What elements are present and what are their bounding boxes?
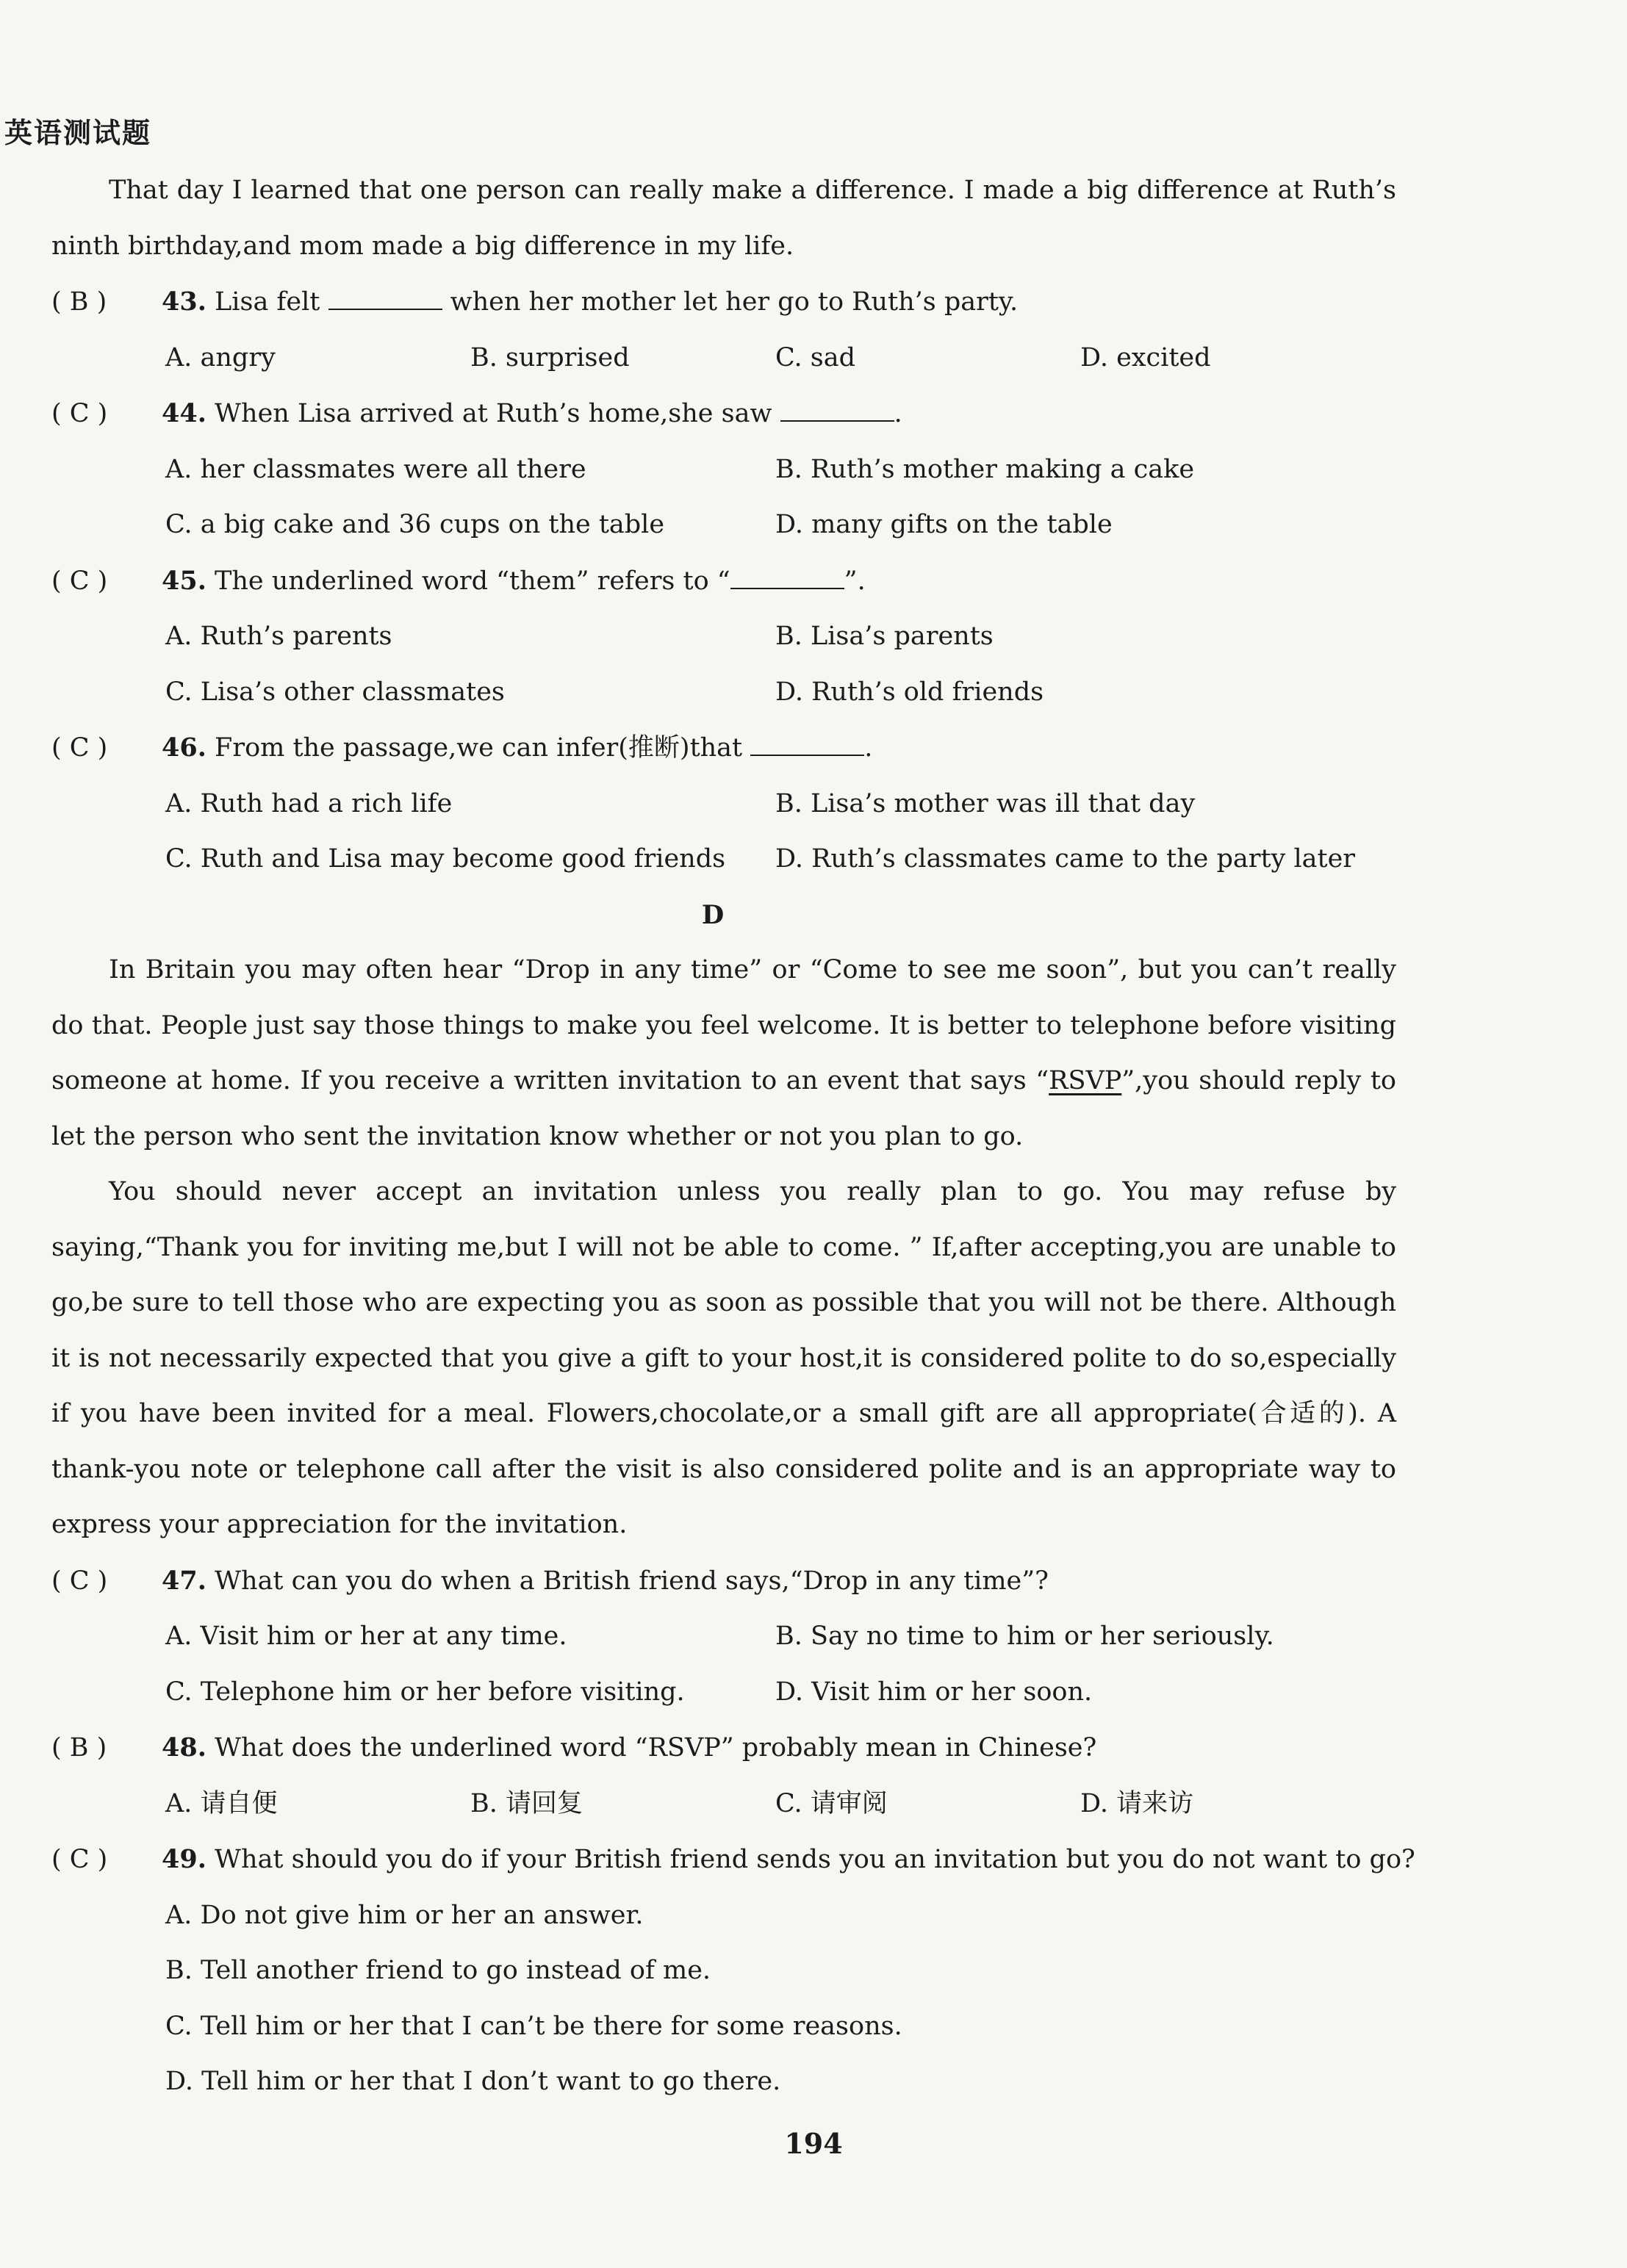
page-number: 194 [784,2127,843,2160]
question-44 [51,386,1396,442]
option-c: C. Tell him or her that I can’t be there for some reasons. [165,2011,902,2041]
answer-mark: ( C ) [51,733,108,763]
question-number: 44. [162,398,206,428]
question-stem-after: . [864,733,873,763]
option-d: D. excited [1080,342,1211,372]
question-stem-before: Lisa felt [215,287,320,317]
option-b: B. Tell another friend to go instead of me. [165,1956,711,1985]
question-stem-before: The underlined word “them” refers to “ [215,566,730,596]
answer-mark: ( B ) [51,287,107,317]
option-a: A. Ruth’s parents [165,622,392,651]
option-a: A. her classmates were all there [165,454,586,484]
question-49-option-d-row [51,2054,1396,2110]
answer-mark: ( B ) [51,1733,107,1763]
question-48-options [51,1776,1396,1832]
option-c: C. Lisa’s other classmates [165,677,505,707]
question-stem-before: From the passage,we can infer(推断)that [215,733,743,763]
option-d: D. many gifts on the table [775,510,1113,539]
question-47 [51,1553,1396,1610]
question-stem-after: . [894,399,902,428]
option-b: B. Say no time to him or her seriously. [775,1621,1274,1651]
question-44-options-row-1 [51,442,1396,498]
page-content [51,163,1415,2110]
question-49-option-a-row [51,1888,1396,1944]
option-c: C. sad [775,342,856,372]
answer-mark: ( C ) [51,399,108,428]
p1-text-before: In Britain you may often hear “Drop in any time” or “Come to see me soon”, but you can’t really do that. People just say those things to make you feel welcome. It is better to telephone before visiting someone at home. If you receive a written invitation to an event that says “ [51,955,1396,1095]
answer-blank [730,567,844,589]
question-46-options-row-1 [51,777,1396,832]
answer-blank [750,734,864,756]
question-stem: What can you do when a British friend says,“Drop in any time”? [215,1566,1049,1596]
option-b: B. Lisa’s mother was ill that day [775,788,1196,818]
question-47-options-row-2 [51,1665,1396,1721]
question-stem-before: When Lisa arrived at Ruth’s home,she saw [215,399,772,428]
answer-mark: ( C ) [51,1566,108,1596]
option-c: C. Ruth and Lisa may become good friends [165,844,726,874]
question-46 [51,720,1396,777]
answer-mark: ( C ) [51,1845,108,1874]
option-b: B. surprised [470,342,630,372]
option-a: A. Do not give him or her an answer. [165,1900,644,1930]
option-a: A. Visit him or her at any time. [165,1621,567,1651]
option-a: A. angry [165,342,276,372]
p1-text-after: ”,you should reply to let the person who sent the invitation know whether or not you plan to go. [51,1066,1397,1151]
answer-blank [780,400,894,422]
question-45-options-row-2 [51,665,1396,721]
question-46-options-row-2 [51,832,1396,888]
section-d-heading: D [701,899,725,930]
passage-d-paragraph-2: You should never accept an invitation unless you really plan to go. You may refuse by saying,“Thank you for inviting me,but I will not be able to come. ” If,after accepting,you are unable to go,be sure to tell those who are expecting you as soon as possible that you will not be there. Although it is not necessarily expected that you give a gift to your host,it is considered polite to do so,especially if you have been invited for a meal. Flowers,chocolate,or a small gift are all appropriate(合适的). A thank-you note or telephone call after the visit is also considered polite and is an appropriate way to express your appreciation for the invitation. [51,1177,1396,1539]
option-d: D. Ruth’s old friends [775,677,1044,707]
answer-mark: ( C ) [51,566,108,596]
option-d: D. 请来访 [1080,1788,1194,1818]
passage-d-paragraph-1 [51,943,1396,1164]
question-stem-after: ”. [844,566,866,596]
option-c: C. 请审阅 [775,1788,888,1818]
question-49 [51,1832,1415,1888]
question-stem: What does the underlined word “RSVP” probably mean in Chinese? [215,1733,1097,1763]
page-header-title: 英语测试题 [4,116,152,149]
option-d: D. Visit him or her soon. [775,1677,1093,1707]
question-43 [51,274,1396,331]
underlined-rsvp: RSVP [1049,1066,1122,1095]
question-49-option-b-row [51,1943,1396,1999]
question-49-option-c-row [51,1999,1396,2055]
question-45-options-row-1 [51,609,1396,665]
question-number: 46. [162,732,206,763]
option-c: C. a big cake and 36 cups on the table [165,510,665,539]
question-number: 45. [162,565,206,596]
question-number: 48. [162,1732,206,1763]
question-stem: What should you do if your British friend sends you an invitation but you do not want to go? [215,1845,1415,1874]
option-c: C. Telephone him or her before visiting. [165,1677,685,1707]
question-stem-after: when her mother let her go to Ruth’s party. [450,287,1019,317]
option-d: D. Ruth’s classmates came to the party later [775,844,1356,874]
option-b: B. Lisa’s parents [775,622,994,651]
question-44-options-row-2 [51,497,1396,553]
option-b: B. 请回复 [470,1788,583,1818]
question-number: 47. [162,1565,206,1596]
question-number: 43. [162,287,206,317]
question-48 [51,1720,1396,1776]
option-d: D. Tell him or her that I don’t want to go there. [165,2067,781,2096]
question-47-options-row-1 [51,1609,1396,1665]
question-43-options [51,331,1396,386]
passage-c-closing-paragraph: That day I learned that one person can really make a difference. I made a big difference at Ruth’s ninth birthday,and mom made a big difference in my life. [51,176,1396,261]
option-b: B. Ruth’s mother making a cake [775,454,1195,484]
question-45 [51,553,1396,610]
answer-blank [328,288,442,310]
question-number: 49. [162,1844,206,1874]
option-a: A. Ruth had a rich life [165,788,453,818]
option-a: A. 请自便 [165,1788,278,1818]
